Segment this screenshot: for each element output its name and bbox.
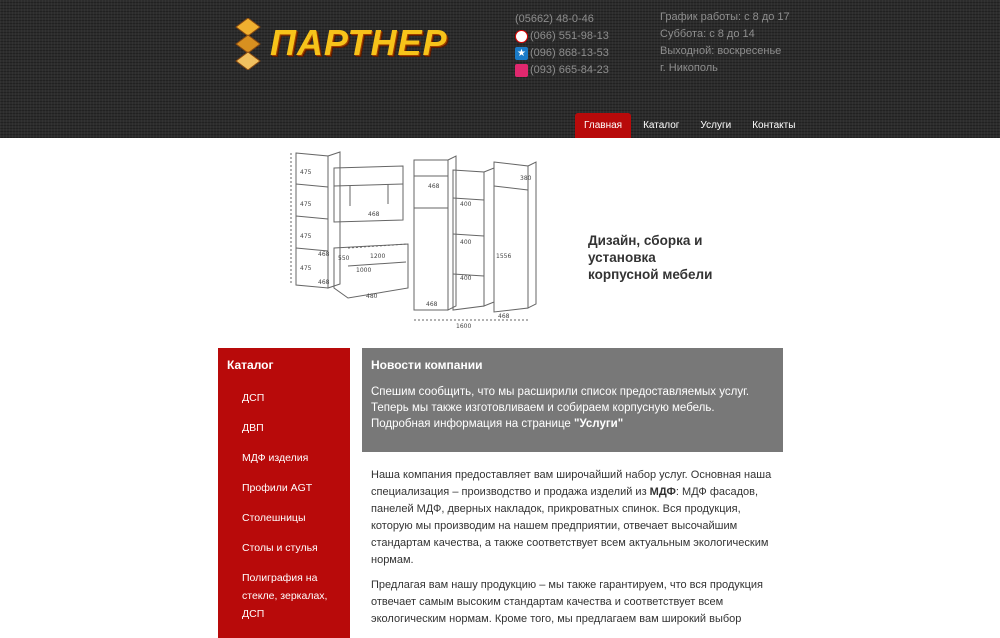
dimension-label: 468: [368, 211, 380, 218]
main-nav: [575, 113, 807, 138]
sidebar-item-dsp[interactable]: ДСП: [242, 392, 265, 404]
dimension-label: 550: [338, 255, 350, 262]
dimension-label: 475: [300, 233, 312, 240]
logo-text: ПАРТНЕР: [270, 22, 448, 63]
life-icon: [515, 64, 528, 77]
news-text-body: Спешим сообщить, что мы расширили список предоставляемых услуг. Теперь мы также изготовливаем и собираем корпусную мебель. Подробная информация на странице: [371, 386, 750, 430]
dimension-label: 1000: [356, 267, 372, 274]
dimension-label: 475: [300, 265, 312, 272]
nav-item-catalog[interactable]: Каталог: [643, 120, 680, 131]
sidebar-title: Каталог: [227, 358, 274, 372]
schedule-line: Выходной: воскресенье: [660, 45, 782, 57]
furniture-drawing: [288, 148, 550, 338]
phone-number: (066) 551-98-13: [530, 30, 609, 42]
sidebar-item-dvp[interactable]: ДВП: [242, 422, 264, 434]
nav-item-contacts[interactable]: Контакты: [752, 120, 796, 131]
phone-number: (093) 665-84-23: [530, 64, 609, 76]
dimension-label: 468: [318, 251, 330, 258]
dimension-label: 468: [428, 183, 440, 190]
dimension-label: 380: [520, 175, 532, 182]
schedule-line: График работы: с 8 до 17: [660, 11, 790, 23]
dimension-label: 468: [498, 313, 510, 320]
dimension-label: 475: [300, 169, 312, 176]
contact-phones: [515, 11, 645, 79]
paragraph-bold: МДФ: [649, 486, 676, 498]
dimension-label: 1556: [496, 253, 512, 260]
logo-diamonds-icon: [230, 18, 270, 70]
dimension-label: 480: [366, 293, 378, 300]
paragraph-text: : МДФ фасадов, панелей МДФ, дверных накладок, прикроватных спинок. Вся продукция, которую мы производим на нашем предприятии, отвечает высочайшим стандартам качества, а также соответствует всем актуальным экологическим нормам.: [371, 486, 769, 566]
dimension-label: 400: [460, 275, 472, 282]
phone-line: [515, 62, 645, 79]
phone-line: [515, 11, 645, 28]
sidebar-item-tables-chairs[interactable]: Столы и стулья: [242, 542, 318, 554]
dimension-label: 400: [460, 239, 472, 246]
phone-number: (096) 868-13-53: [530, 47, 609, 59]
nav-item-home[interactable]: Главная: [575, 113, 631, 138]
phone-line: [515, 28, 645, 45]
hero-tagline-line: корпусной мебели: [588, 267, 713, 282]
schedule-line: г. Никополь: [660, 62, 718, 74]
sidebar-item-mdf[interactable]: МДФ изделия: [242, 452, 309, 464]
sidebar-item-agt[interactable]: Профили AGT: [242, 482, 313, 494]
content-paragraph: [371, 467, 781, 569]
nav-item-services[interactable]: Услуги: [700, 120, 732, 131]
sidebar-item-printing[interactable]: Полиграфия на стекле, зеркалах, ДСП: [242, 572, 328, 620]
phone-number: (05662) 48-0-46: [515, 13, 594, 25]
hero-tagline-line: Дизайн, сборка и: [588, 233, 703, 248]
paragraph-text: Наша компания предоставляет вам широчайший набор услуг. Основная наша специализация – производство и продажа изделий из: [371, 469, 772, 498]
dimension-label: 1200: [370, 253, 386, 260]
dimension-label: 468: [426, 301, 438, 308]
kyivstar-icon: ★: [515, 47, 528, 60]
hero-tagline-line: установка: [588, 250, 656, 265]
catalog-sidebar: [218, 348, 350, 638]
services-link[interactable]: "Услуги": [574, 418, 624, 430]
dimension-label: 1600: [456, 323, 472, 330]
hero-tagline: [588, 232, 748, 283]
site-logo[interactable]: [230, 18, 448, 70]
sidebar-item-countertops[interactable]: Столешницы: [242, 512, 306, 524]
news-title: Новости компании: [371, 358, 483, 372]
phone-line: [515, 45, 645, 62]
content-paragraph: Предлагая вам нашу продукцию – мы также гарантируем, что вся продукция отвечает самым высоким стандартам качества и соответствует всем экологическим нормам. Кроме того, мы предлагаем вам широкий выбор: [371, 579, 763, 625]
news-text: [371, 384, 771, 432]
dimension-label: 400: [460, 201, 472, 208]
news-box: [362, 348, 783, 452]
work-schedule: [660, 11, 810, 79]
dimension-label: 475: [300, 201, 312, 208]
site-header: [0, 0, 1000, 138]
dimension-label: 468: [318, 279, 330, 286]
mts-icon: [515, 30, 528, 43]
schedule-line: Суббота: с 8 до 14: [660, 28, 755, 40]
